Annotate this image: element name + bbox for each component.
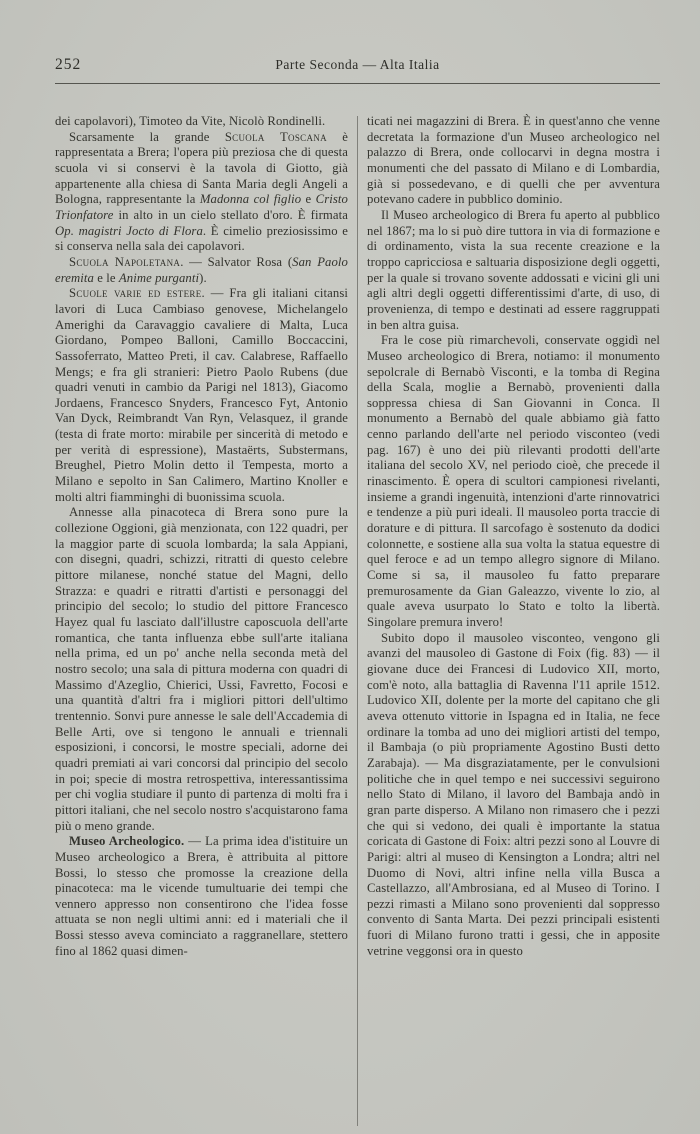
text-segment: Scuole varie ed estere [69,286,202,301]
text-segment: Scuola Toscana [224,129,327,144]
page-number: 252 [55,56,82,73]
text-segment: . — Fra gli italiani citansi lavori di Luca Cambiaso genovese, Michelangelo Amerighi da Caravaggio cavaliere di Malta, Luca Giordano, Pompeo Balloni, Camillo Boccaccini, Sassoferrato, Matteo Preti, il cav. Calabrese, Raffaello Mengs; e fra gli stranieri: Pietro Paolo Rubens (due quadri venuti in cambio da Parigi nel 1813), Giacomo Jordaens, Francesco Snyders, Francesco Fyt, Antonio Van Dyck, Reimbrandt Van Ryn, Velasquez, il grande (testa di frate morto: mirabile per sincerità di metodo e per verità di espressione), Mastaërts, Substermans, Breughel, Pietro Molin detto il Tempesta, morto a Milano e sepolto in San Calimero, Martino Knoller e molti altri fiamminghi di buonissima scuola. [55,286,348,504]
text-segment: e le [94,270,119,285]
paragraph [55,130,348,255]
header-rule [55,83,660,84]
text-segment: e [301,192,316,207]
text-segment: Op. magistri Jocto di Flora [55,223,203,238]
paragraph [367,631,660,960]
text-segment: ). [199,270,207,285]
text-segment: Scuola Napoletana [69,254,181,269]
text-segment: Subito dopo il mausoleo visconteo, vengono gli avanzi del mausoleo di Gastone di Foix (fig. 83) — il giovane duce dei Francesi di Ludovico XII, morto, com'è noto, alla battaglia di Ravenna l'11 aprile 1512. Ludovico XII, dolente per la morte del capitano che gli aveva ottenuto vittorie in Ispagna ed in Italia, ne fece ordinare la tomba ad uno dei migliori artisti del tempo, il Bambaja (o più propriamente Agostino Busti detto Zarabaja). — Ma disgraziatamente, per le convulsioni politiche che in quel tempo e nei successivi seguirono nello Stato di Milano, il lavoro del Bambaja andò in gran parte disperso. A Milano non rimasero che i pezzi che qui si vedono, dei quali è importante la statua coricata di Gastone di Foix: altri pezzi sono al Louvre di Parigi: altri al museo di Kensington a Londra; altri nel Duomo di Novi, altri infine nella villa Busca a Castellazzo, all'Ambrosiana, ed al Museo di Torino. I pezzi rimasti a Milano sono provenienti dal soppresso convento di Santa Marta. Dei pezzi principali esistenti fuori di Milano furono tratti i gessi, che in apposite vetrine veggonsi ora in questo [367,630,660,958]
text-segment: San Paolo eremita [55,254,348,285]
paragraph [55,834,348,959]
paragraph [55,255,348,286]
page-header [55,56,660,74]
text-segment: Cristo Trionfatore [55,192,349,222]
text-segment: — La prima idea d'istituire un Museo archeologico a Brera, è attribuita al pittore Bossi, lo stesso che promosse la creazione della pinacoteca: ma le vicende tumultuarie dei tempi che vennero appresso non consentirono che l'idea fosse attuata se non negli ultimi anni: ed i materiali che il Bossi stesso aveva cominciato a raggranellare, stettero fino al 1862 quasi dimen- [55,834,348,958]
text-segment: Anime purganti [118,270,200,285]
column-divider [357,116,358,1126]
text-segment: in alto in un cielo stellato d'oro. È firmata [113,207,348,222]
text-segment: Scarsamente la grande [69,129,225,144]
text-segment: Fra le cose più rimarchevoli, conservate oggidì nel Museo archeologico di Brera, notiamo: il monumento sepolcrale di Bernabò Visconti, e la tomba di Regina della Scala, moglie a Bernabò, provenienti dalla soppressa chiesa di San Giovanni in Conca. Il monumento a Bernabò del quale abbiamo già fatto cenno parlando dell'arte nel periodo visconteo (vedi pag. 167) è uno dei più rilevanti prodotti dell'arte italiana del secolo XV, nel periodo cioè, che precede il rinascimento. È opera di scultori campionesi rivelanti, insieme a grandi ingenuità, intenzioni d'arte rinnovatrici e tendenze a più puri ideali. Il mausoleo porta traccie di dorature e di pittura. Il sarcofago è sostenuto da dodici colonnette, e sostiene alla sua volta la statua equestre di quel feroce e ad un tempo allegro signore di Milano. Come si sa, il mausoleo fu fatto preparare premurosamente da Gian Galeazzo, vivente lo zio, al quale aveva usurpato lo Stato e tolto la libertà. Singolare premura invero! [367,333,660,629]
text-segment: . È cimelio preziosissimo e si conserva nella sala dei capolavori. [55,223,348,254]
right-column [367,114,660,1126]
paragraph [367,114,660,208]
paragraph [55,505,348,834]
text-block [55,114,660,1126]
text-segment: Museo Archeologico. [69,834,185,849]
text-segment: è rappresentata a Brera; l'opera più preziosa che di questa scuola vi si conservi è la tavola di Giotto, già appartenente alla chiesa di Santa Maria degli Angeli a Bologna, rappresentante la [55,129,348,207]
paragraph [367,333,660,630]
text-segment: dei capolavori), Timoteo da Vite, Nicolò Rondinelli. [55,114,326,128]
left-column [55,114,348,1126]
text-segment: Il Museo archeologico di Brera fu aperto al pubblico nel 1867; ma lo si può dire tuttora in via di formazione e di ordinamento, vista la sua recente creazione e la troppo capricciosa e saltuaria disposizione degli oggetti, per la quale si trovano sovente addossati e vicini gli uni agli altri degli oggetti differentissimi d'arte, di uso, di provenienza, di tempo e destinati ad essere raggruppati in ben altra guisa. [367,207,660,332]
paragraph [367,208,660,333]
text-segment: Annesse alla pinacoteca di Brera sono pure la collezione Oggioni, già menzionata, con 122 quadri, per la maggior parte di scuola lombarda; la sala Appiani, con disegni, quadri, schizzi, ritratti di questo celebre pittore milanese, nonché statue del Magni, dello Strazza: e quadri e ritratti d'artisti e personaggi del principio del secolo; lo studio del pittore Francesco Hayez qual fu lasciato dall'illustre caposcuola dell'arte romantica, che tanta influenza ebbe sull'arte italiana nella prima, ed un po' anche nella seconda metà del nostro secolo; una sala di pittura moderna con quadri di Massimo d'Azeglio, Chierici, Ussi, Favretto, Focosi e una quantità d'altri fra i migliori pittori dell'ultimo trentennio. Sonvi pure annesse le sale dell'Accademia di Belle Arti, ove si tengono le annuali e triennali esposizioni, i concorsi, le mostre speciali, adorne dei quadri premiati ai vari concorsi dal principio del secolo in poi; specie di mostra retrospettiva, interessantissima per chi voglia studiare il punto di partenza di molti fra i pittori italiani, che nel secolo nostro s'acquistarono fama più o meno grande. [55,505,348,833]
text-segment: Madonna col figlio [199,192,302,207]
text-segment: . — Salvator Rosa ( [180,254,293,269]
running-title: Parte Seconda — Alta Italia [275,57,440,72]
paragraph [55,286,348,505]
text-segment: ticati nei magazzini di Brera. È in quest'anno che venne decretata la formazione d'un Museo archeologico nel palazzo di Brera, onde collocarvi in degna mostra i monumenti che del passato di Milano e di Lombardia, già si possedevano, e di quelli che per avventura potevano cadere in pubblico dominio. [367,114,660,207]
paragraph [55,114,348,130]
